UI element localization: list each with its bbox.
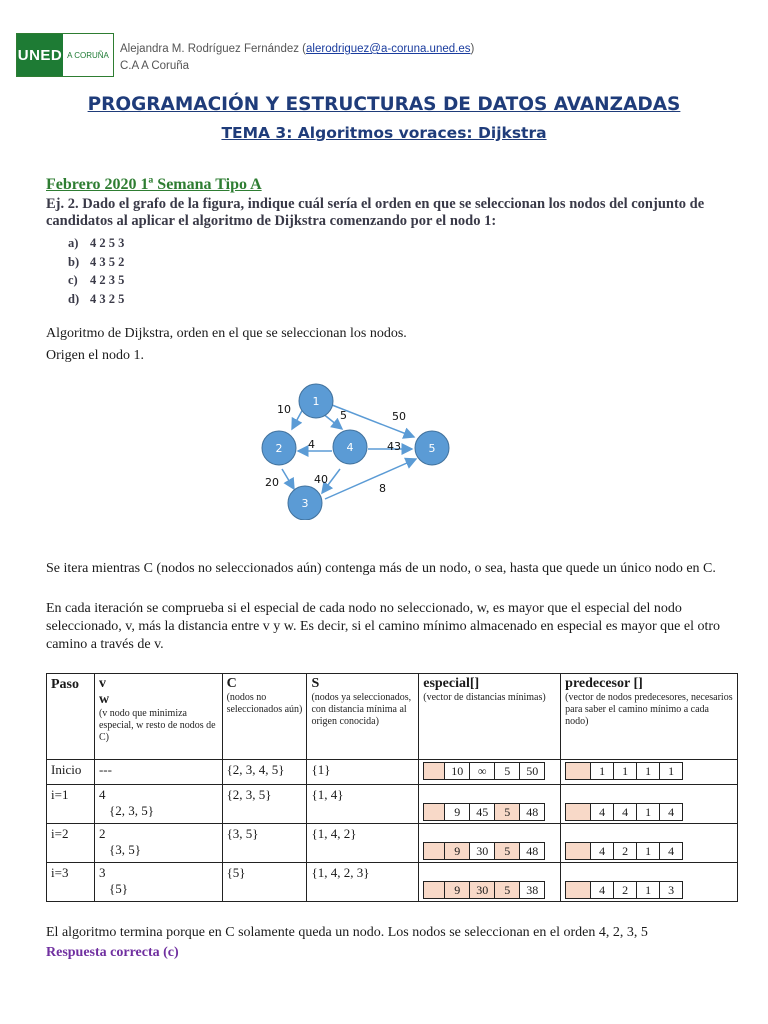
vec-cell: 5 [495,762,520,780]
vec-cell: 1 [591,762,614,780]
cell-predecesor [561,785,738,824]
vec-cell: 4 [591,842,614,860]
intro-line-1: Algoritmo de Dijkstra, orden en el que se seleccionan los nodos. [46,326,407,341]
graph-node-2-label: 2 [275,442,283,455]
edge-3-5 [325,459,416,499]
vec-cell: 5 [495,803,520,821]
vec-cell: 1 [637,881,660,899]
header-vw-note: (v nodo que minimiza especial, w resto de nodos de C) [98,708,216,743]
vec-cell: 4 [660,803,683,821]
vec-cell: 2 [614,842,637,860]
cell-paso: i=1 [47,785,95,824]
cell-predecesor [561,824,738,863]
options-list [68,234,124,308]
cell-w: {5} [108,881,128,896]
vec-cell: 1 [637,762,660,780]
author-close: ) [470,43,475,55]
header-c-label: C [226,676,237,691]
vec-cell: 4 [591,881,614,899]
cell-v: 3 [98,865,106,880]
option-d [68,290,124,309]
vec-cell: 9 [445,881,470,899]
option-text: 4 3 2 5 [90,291,125,306]
cell-s: {1, 4, 2} [307,824,419,863]
vec-cell [423,842,445,860]
cell-s: {1} [307,760,419,785]
cell-vw [94,760,222,785]
header-predecesor-note: (vector de nodos predecesores, necesarios para saber el camino mínimo a cada nodo) [565,692,733,727]
vec-cell: 4 [614,803,637,821]
weight-3-5: 8 [379,482,386,495]
header-paso-label: Paso [51,677,79,692]
vec-cell: 1 [660,762,683,780]
predecesor-vector [565,881,733,899]
option-key: b) [68,254,80,269]
document-subtitle: TEMA 3: Algoritmos voraces: Dijkstra [221,124,547,142]
cell-c: {2, 3, 4, 5} [222,760,307,785]
author-name: Alejandra M. Rodríguez Fernández ( [120,43,307,55]
table-row [47,760,738,785]
cell-vw [94,785,222,824]
header-w-label: w [98,692,110,707]
cell-c: {3, 5} [222,824,307,863]
graph-node-1-label: 1 [312,395,320,408]
vec-cell [565,762,591,780]
header-predecesor-label: predecesor [] [565,676,643,691]
author-email-link[interactable]: alerodriguez@a-coruna.uned.es [306,43,471,55]
vec-cell: 48 [520,842,545,860]
weight-2-3: 20 [265,476,279,489]
predecesor-vector [565,842,733,860]
center-name: C.A A Coruña [120,60,190,72]
vec-cell: 45 [470,803,495,821]
weight-1-4: 5 [340,409,347,422]
option-a [68,234,124,253]
table-row [47,785,738,824]
option-text: 4 2 5 3 [90,236,125,250]
especial-vector [423,803,556,821]
vec-cell: 10 [445,762,470,780]
cell-especial [419,760,561,785]
cell-especial [419,824,561,863]
cell-w: {3, 5} [108,842,141,857]
paragraph-iteration: Se itera mientras C (nodos no seleccionados aún) contenga más de un nodo, o sea, hasta que quede un único nodo en C. [46,561,716,576]
cell-v: 2 [98,826,106,841]
option-text: 4 3 5 2 [90,254,125,269]
table-row [47,863,738,902]
logo-coruna-text: A CORUÑA [63,34,113,76]
vec-cell [565,881,591,899]
table-header-row [47,674,738,760]
document-title: PROGRAMACIÓN Y ESTRUCTURAS DE DATOS AVANZADAS [87,94,681,115]
vec-cell [423,762,445,780]
header-c-note: (nodos no seleccionados aún) [226,692,303,715]
vec-cell: 5 [495,842,520,860]
dijkstra-steps-table [46,673,738,902]
vec-cell [565,803,591,821]
header-vw [94,674,222,760]
cell-c: {5} [222,863,307,902]
header-v-label: v [98,676,106,691]
vec-cell: 2 [614,881,637,899]
cell-w: {2, 3, 5} [108,803,154,818]
vec-cell [423,881,445,899]
cell-predecesor [561,863,738,902]
weight-1-5: 50 [392,410,406,423]
cell-especial [419,785,561,824]
vec-cell: 30 [470,881,495,899]
cell-paso: Inicio [47,760,95,785]
weight-4-3: 40 [314,473,328,486]
vec-cell: ∞ [470,762,495,780]
cell-s: {1, 4} [307,785,419,824]
vec-cell: 30 [470,842,495,860]
option-text: 4 2 3 5 [90,273,125,287]
header-s-label: S [311,676,320,691]
option-key: a) [68,236,79,250]
table-row [47,824,738,863]
vec-cell: 5 [495,881,520,899]
graph-node-3-label: 3 [301,497,309,510]
option-c [68,271,124,290]
graph-node-5-label: 5 [428,442,436,455]
especial-vector [423,842,556,860]
cell-paso: i=3 [47,863,95,902]
question-text: Ej. 2. Dado el grafo de la figura, indique cuál sería el orden en que se seleccionan los nodos del conjunto de candidatos al aplicar el algoritmo de Dijkstra comenzando por el nodo 1: [46,196,705,229]
header-s [307,674,419,760]
cell-vw [94,863,222,902]
option-key: c) [68,273,78,287]
especial-vector [423,762,556,780]
vec-cell: 48 [520,803,545,821]
vec-cell [423,803,445,821]
exam-heading: Febrero 2020 1ª Semana Tipo A [46,176,262,193]
especial-vector [423,881,556,899]
header-especial [419,674,561,760]
paragraph-comparison: En cada iteración se comprueba si el especial de cada nodo no seleccionado, w, es mayor que el especial del nodo seleccionado, v, más la distancia entre v y w. Es decir, si el camino mínimo almacenado en especial es mayor que el otro camino a través de v. [46,601,721,652]
option-key: d) [68,291,80,306]
weight-1-2: 10 [277,403,291,416]
header-c [222,674,307,760]
vec-cell: 3 [660,881,683,899]
vec-cell: 1 [637,803,660,821]
predecesor-vector [565,762,733,780]
option-b [68,253,124,272]
logo-uned-text: UNED [17,34,63,76]
header-paso [47,674,95,760]
vec-cell: 4 [591,803,614,821]
edge-2-3 [282,469,294,489]
dijkstra-graph [250,375,460,520]
header-predecesor [561,674,738,760]
cell-v: --- [98,762,112,777]
intro-line-2: Origen el nodo 1. [46,348,144,363]
header-especial-note: (vector de distancias mínimas) [423,692,546,703]
cell-c: {2, 3, 5} [222,785,307,824]
cell-paso: i=2 [47,824,95,863]
vec-cell: 9 [445,842,470,860]
weight-4-5: 43 [387,440,401,453]
header-especial-label: especial[] [423,676,480,691]
vec-cell: 4 [660,842,683,860]
predecesor-vector [565,803,733,821]
correct-answer: Respuesta correcta (c) [46,945,179,960]
cell-v: 4 [98,787,106,802]
vec-cell: 50 [520,762,545,780]
vec-cell: 38 [520,881,545,899]
vec-cell: 9 [445,803,470,821]
weight-4-2: 4 [308,438,315,451]
header-s-note: (nodos ya seleccionados, con distancia mínima al origen conocida) [311,692,412,727]
graph-node-4-label: 4 [346,441,354,454]
cell-especial [419,863,561,902]
uned-logo [16,33,114,77]
vec-cell [565,842,591,860]
cell-s: {1, 4, 2, 3} [307,863,419,902]
cell-vw [94,824,222,863]
vec-cell: 1 [614,762,637,780]
vec-cell: 1 [637,842,660,860]
conclusion-text: El algoritmo termina porque en C solamente queda un nodo. Los nodos se seleccionan en el orden 4, 2, 3, 5 [46,925,648,940]
author-line [120,43,474,55]
cell-predecesor [561,760,738,785]
